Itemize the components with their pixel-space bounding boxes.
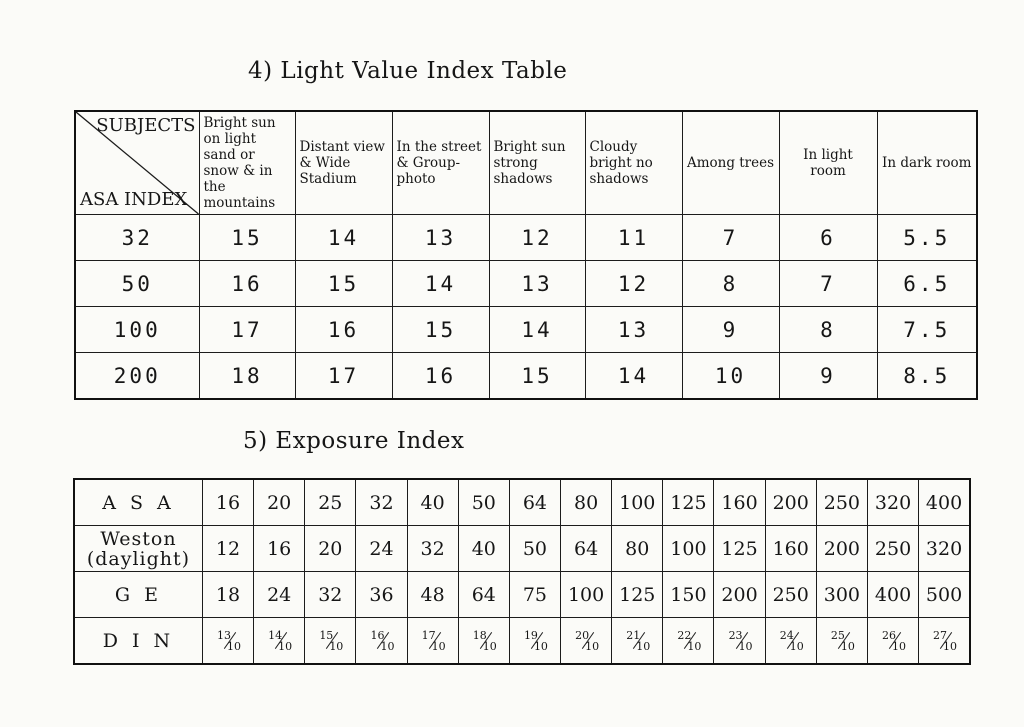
din-value-cell: [202, 618, 253, 665]
subject-header: Bright sun strong shadows: [489, 111, 585, 215]
exposure-value-cell: 400: [867, 572, 918, 618]
light-value-cell: 17: [199, 307, 295, 353]
fraction-denominator: 10: [380, 639, 395, 653]
row-label: D I N: [74, 618, 202, 665]
exposure-value-cell: 32: [356, 479, 407, 526]
fraction: [677, 628, 702, 653]
exposure-value-cell: 64: [509, 479, 560, 526]
fraction-denominator: 10: [227, 639, 241, 653]
din-value-cell: [663, 618, 714, 665]
table-row: [74, 479, 970, 526]
asa-value: 100: [75, 307, 199, 353]
fraction-numerator: 23: [728, 628, 743, 642]
exposure-index-table: [73, 478, 971, 665]
exposure-value-cell: 100: [663, 526, 714, 572]
light-value-cell: 7: [779, 261, 877, 307]
exposure-value-cell: 300: [816, 572, 867, 618]
din-value-cell: [867, 618, 918, 665]
exposure-value-cell: 150: [663, 572, 714, 618]
fraction-numerator: 22: [677, 628, 692, 642]
fraction-numerator: 24: [779, 628, 794, 642]
row-label: G E: [74, 572, 202, 618]
din-value-cell: [816, 618, 867, 665]
light-value-table-title: 4) Light Value Index Table: [248, 58, 568, 84]
fraction-denominator: 10: [840, 639, 855, 653]
asa-index-header: ASA INDEX: [80, 189, 188, 210]
din-value-cell: [356, 618, 407, 665]
light-value-cell: 15: [392, 307, 489, 353]
din-value-cell: [561, 618, 612, 665]
exposure-value-cell: 160: [714, 479, 765, 526]
fraction-numerator: 13: [217, 628, 231, 642]
exposure-value-cell: 48: [407, 572, 458, 618]
din-value-cell: [407, 618, 458, 665]
fraction: [268, 628, 293, 653]
exposure-value-cell: 32: [305, 572, 356, 618]
light-value-cell: 12: [489, 215, 585, 261]
exposure-value-cell: 24: [356, 526, 407, 572]
exposure-value-cell: 160: [765, 526, 816, 572]
exposure-value-cell: 20: [305, 526, 356, 572]
exposure-value-cell: 32: [407, 526, 458, 572]
row-label: Weston (daylight): [74, 526, 202, 572]
light-value-cell: 9: [682, 307, 779, 353]
fraction: [933, 628, 958, 653]
fraction-denominator: 10: [278, 639, 293, 653]
exposure-value-cell: 125: [663, 479, 714, 526]
exposure-value-cell: 320: [919, 526, 970, 572]
din-value-cell: [612, 618, 663, 665]
din-value-cell: [458, 618, 509, 665]
subject-header: Distant view & Wide Stadium: [295, 111, 392, 215]
exposure-value-cell: 100: [561, 572, 612, 618]
fraction-numerator: 19: [523, 628, 538, 642]
fraction: [882, 628, 907, 653]
fraction-denominator: 10: [789, 639, 804, 653]
table-row: [75, 215, 977, 261]
exposure-value-cell: 50: [509, 526, 560, 572]
light-value-cell: 14: [295, 215, 392, 261]
exposure-value-cell: 20: [254, 479, 305, 526]
fraction-denominator: 10: [636, 639, 651, 653]
exposure-value-cell: 500: [919, 572, 970, 618]
light-value-cell: 16: [392, 353, 489, 400]
light-value-cell: 11: [585, 215, 682, 261]
fraction-numerator: 15: [319, 628, 334, 642]
light-value-cell: 13: [392, 215, 489, 261]
fraction-denominator: 10: [329, 639, 344, 653]
exposure-value-cell: 200: [714, 572, 765, 618]
light-value-cell: 14: [585, 353, 682, 400]
light-value-cell: 13: [585, 307, 682, 353]
light-value-cell: 5.5: [877, 215, 977, 261]
exposure-value-cell: 25: [305, 479, 356, 526]
fraction-numerator: 25: [830, 628, 845, 642]
fraction-numerator: 21: [626, 628, 641, 642]
subjects-header: SUBJECTS: [96, 115, 196, 136]
din-value-cell: [305, 618, 356, 665]
fraction-denominator: 10: [738, 639, 753, 653]
light-value-cell: 7.5: [877, 307, 977, 353]
light-value-cell: 15: [295, 261, 392, 307]
fraction-numerator: 26: [882, 628, 897, 642]
table-row: [74, 572, 970, 618]
asa-value: 50: [75, 261, 199, 307]
fraction-denominator: 10: [482, 639, 497, 653]
light-value-cell: 10: [682, 353, 779, 400]
light-value-cell: 12: [585, 261, 682, 307]
exposure-value-cell: 12: [202, 526, 253, 572]
fraction-denominator: 10: [943, 639, 958, 653]
table-row: [75, 261, 977, 307]
light-value-cell: 6: [779, 215, 877, 261]
subject-header: Bright sun on light sand or snow & in the mountains: [199, 111, 295, 215]
din-value-cell: [765, 618, 816, 665]
fraction-denominator: 10: [892, 639, 907, 653]
table-row: [74, 618, 970, 665]
table-row: [75, 307, 977, 353]
asa-value: 200: [75, 353, 199, 400]
fraction: [422, 629, 444, 653]
light-value-cell: 17: [295, 353, 392, 400]
light-value-cell: 14: [392, 261, 489, 307]
light-value-cell: 8.5: [877, 353, 977, 400]
light-value-index-table: [74, 110, 978, 400]
asa-value: 32: [75, 215, 199, 261]
table-corner-header: [75, 111, 199, 215]
exposure-value-cell: 200: [765, 479, 816, 526]
exposure-value-cell: 125: [714, 526, 765, 572]
exposure-value-cell: 320: [867, 479, 918, 526]
subject-header: Among trees: [682, 111, 779, 215]
exposure-value-cell: 125: [612, 572, 663, 618]
exposure-value-cell: 250: [867, 526, 918, 572]
din-value-cell: [919, 618, 970, 665]
exposure-index-title: 5) Exposure Index: [243, 428, 465, 454]
subject-header: In the street & Group-photo: [392, 111, 489, 215]
light-value-cell: 7: [682, 215, 779, 261]
subject-header: In light room: [779, 111, 877, 215]
exposure-value-cell: 16: [254, 526, 305, 572]
exposure-value-cell: 40: [407, 479, 458, 526]
exposure-value-cell: 250: [765, 572, 816, 618]
fraction: [524, 629, 546, 653]
exposure-value-cell: 75: [509, 572, 560, 618]
exposure-value-cell: 64: [458, 572, 509, 618]
light-value-cell: 18: [199, 353, 295, 400]
light-value-cell: 8: [779, 307, 877, 353]
fraction-numerator: 17: [421, 628, 436, 642]
fraction: [319, 628, 344, 653]
light-value-cell: 8: [682, 261, 779, 307]
row-label: A S A: [74, 479, 202, 526]
exposure-value-cell: 16: [202, 479, 253, 526]
fraction-numerator: 18: [472, 628, 487, 642]
fraction: [729, 629, 751, 653]
light-value-cell: 16: [199, 261, 295, 307]
fraction-numerator: 14: [268, 628, 283, 642]
fraction-denominator: 10: [533, 639, 548, 653]
exposure-value-cell: 250: [816, 479, 867, 526]
exposure-value-cell: 64: [561, 526, 612, 572]
fraction-denominator: 10: [687, 639, 702, 653]
subject-header: Cloudy bright no shadows: [585, 111, 682, 215]
fraction: [473, 629, 495, 653]
subject-header: In dark room: [877, 111, 977, 215]
exposure-value-cell: 100: [612, 479, 663, 526]
exposure-value-cell: 40: [458, 526, 509, 572]
exposure-value-cell: 18: [202, 572, 253, 618]
fraction-numerator: 16: [370, 628, 385, 642]
exposure-value-cell: 50: [458, 479, 509, 526]
light-value-cell: 9: [779, 353, 877, 400]
exposure-value-cell: 200: [816, 526, 867, 572]
fraction-denominator: 10: [585, 639, 600, 653]
din-value-cell: [254, 618, 305, 665]
light-value-cell: 16: [295, 307, 392, 353]
fraction: [831, 629, 853, 653]
table-row: [74, 526, 970, 572]
fraction-denominator: 10: [431, 639, 446, 653]
light-value-cell: 14: [489, 307, 585, 353]
din-value-cell: [714, 618, 765, 665]
table-row: [75, 353, 977, 400]
exposure-value-cell: 36: [356, 572, 407, 618]
fraction: [626, 628, 651, 653]
exposure-value-cell: 400: [919, 479, 970, 526]
exposure-value-cell: 80: [561, 479, 612, 526]
fraction: [217, 629, 239, 653]
fraction-numerator: 20: [575, 628, 590, 642]
light-value-cell: 13: [489, 261, 585, 307]
exposure-value-cell: 24: [254, 572, 305, 618]
light-value-cell: 15: [489, 353, 585, 400]
fraction: [780, 629, 802, 653]
fraction: [575, 628, 600, 653]
light-value-cell: 6.5: [877, 261, 977, 307]
fraction: [370, 628, 395, 653]
exposure-value-cell: 80: [612, 526, 663, 572]
din-value-cell: [509, 618, 560, 665]
light-value-cell: 15: [199, 215, 295, 261]
fraction-numerator: 27: [933, 628, 948, 642]
